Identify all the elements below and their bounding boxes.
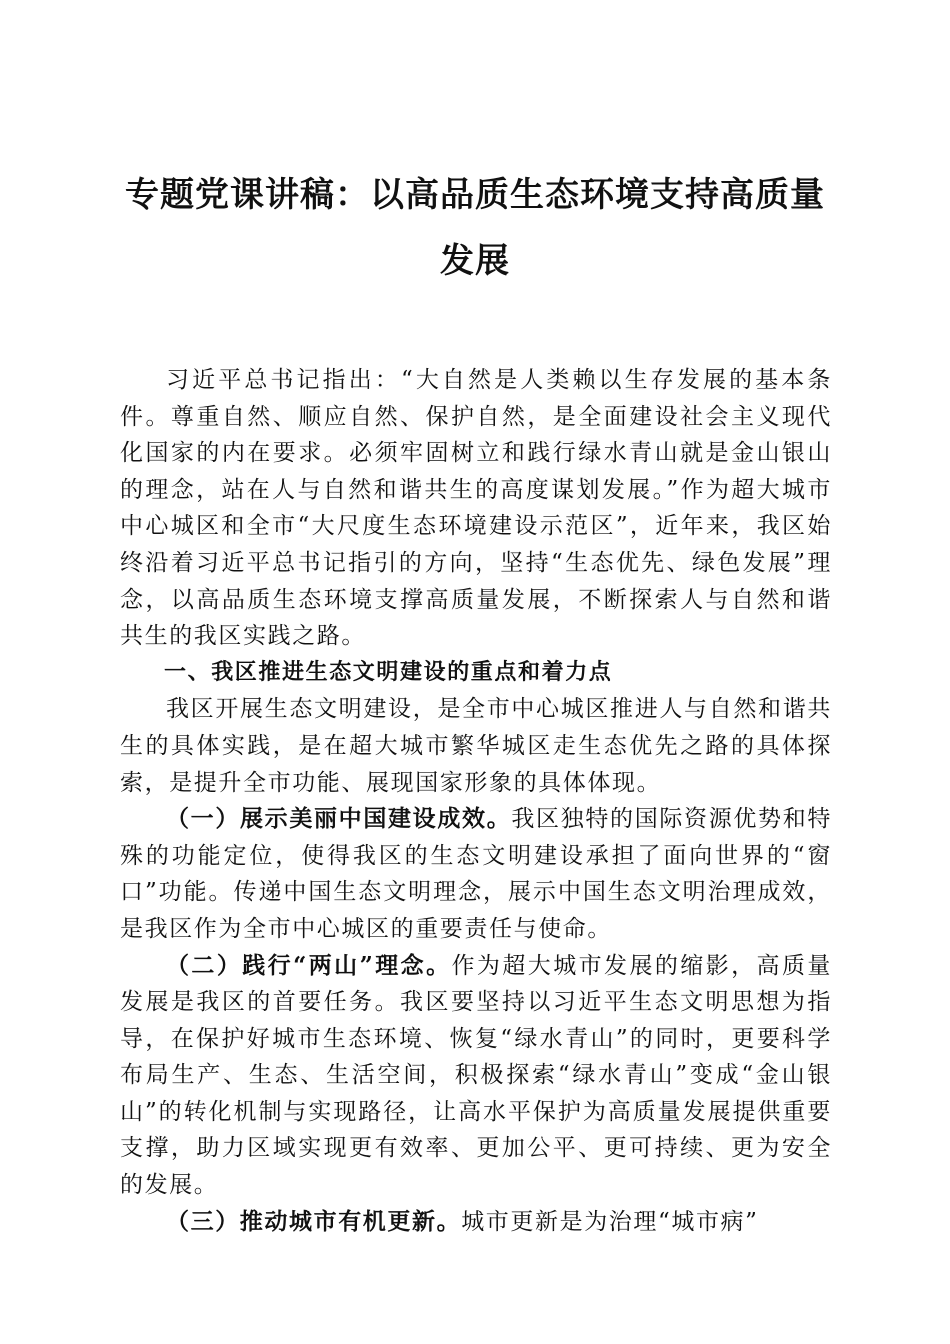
- subsection-3-lead: （三）推动城市有机更新。: [166, 1207, 462, 1235]
- subsection-3-paragraph: [120, 1204, 832, 1241]
- subsection-1-text: 我区独特的国际资源优势和特殊的功能定位，使得我区的生态文明建设承担了面向世界的“窗口”功能。传递中国生态文明理念，展示中国生态文明治理成效，是我区作为全市中心城区的重要责任与使命。: [120, 806, 832, 942]
- document-title-line-2: 发展: [440, 241, 510, 281]
- subsection-1-paragraph: [120, 801, 832, 947]
- subsection-1-lead: （一）展示美丽中国建设成效。: [166, 805, 512, 833]
- subsection-2-lead: （二）践行“两山”理念。: [166, 951, 452, 979]
- subsection-2-paragraph: [120, 948, 832, 1204]
- document-body: [120, 362, 832, 1240]
- subsection-3-text: 城市更新是为治理“城市病”: [461, 1208, 759, 1235]
- document-title-line-1: 专题党课讲稿：以高品质生态环境支持高质量: [125, 175, 825, 215]
- intro-paragraph: 习近平总书记指出：“大自然是人类赖以生存发展的基本条件。尊重自然、顺应自然、保护自然，是全面建设社会主义现代化国家的内在要求。必须牢固树立和践行绿水青山就是金山银山的理念，站在人与自然和谐共生的高度谋划发展。”作为超大城市中心城区和全市“大尺度生态环境建设示范区”，近年来，我区始终沿着习近平总书记指引的方向，坚持“生态优先、绿色发展”理念，以高品质生态环境支撑高质量发展，不断探索人与自然和谐共生的我区实践之路。: [120, 367, 832, 650]
- section-1-paragraph: 我区开展生态文明建设，是全市中心城区推进人与自然和谐共生的具体实践，是在超大城市繁华城区走生态优先之路的具体探索，是提升全市功能、展现国家形象的具体体现。: [120, 696, 832, 796]
- subsection-2-text: 作为超大城市发展的缩影，高质量发展是我区的首要任务。我区要坚持以习近平生态文明思想为指导，在保护好城市生态环境、恢复“绿水青山”的同时，更要科学布局生产、生态、生活空间，积极探索“绿水青山”变成“金山银山”的转化机制与实现路径，让高水平保护为高质量发展提供重要支撑，助力区域实现更有效率、更加公平、更可持续、更为安全的发展。: [120, 952, 832, 1199]
- section-heading-1: 一、我区推进生态文明建设的重点和着力点: [164, 659, 613, 685]
